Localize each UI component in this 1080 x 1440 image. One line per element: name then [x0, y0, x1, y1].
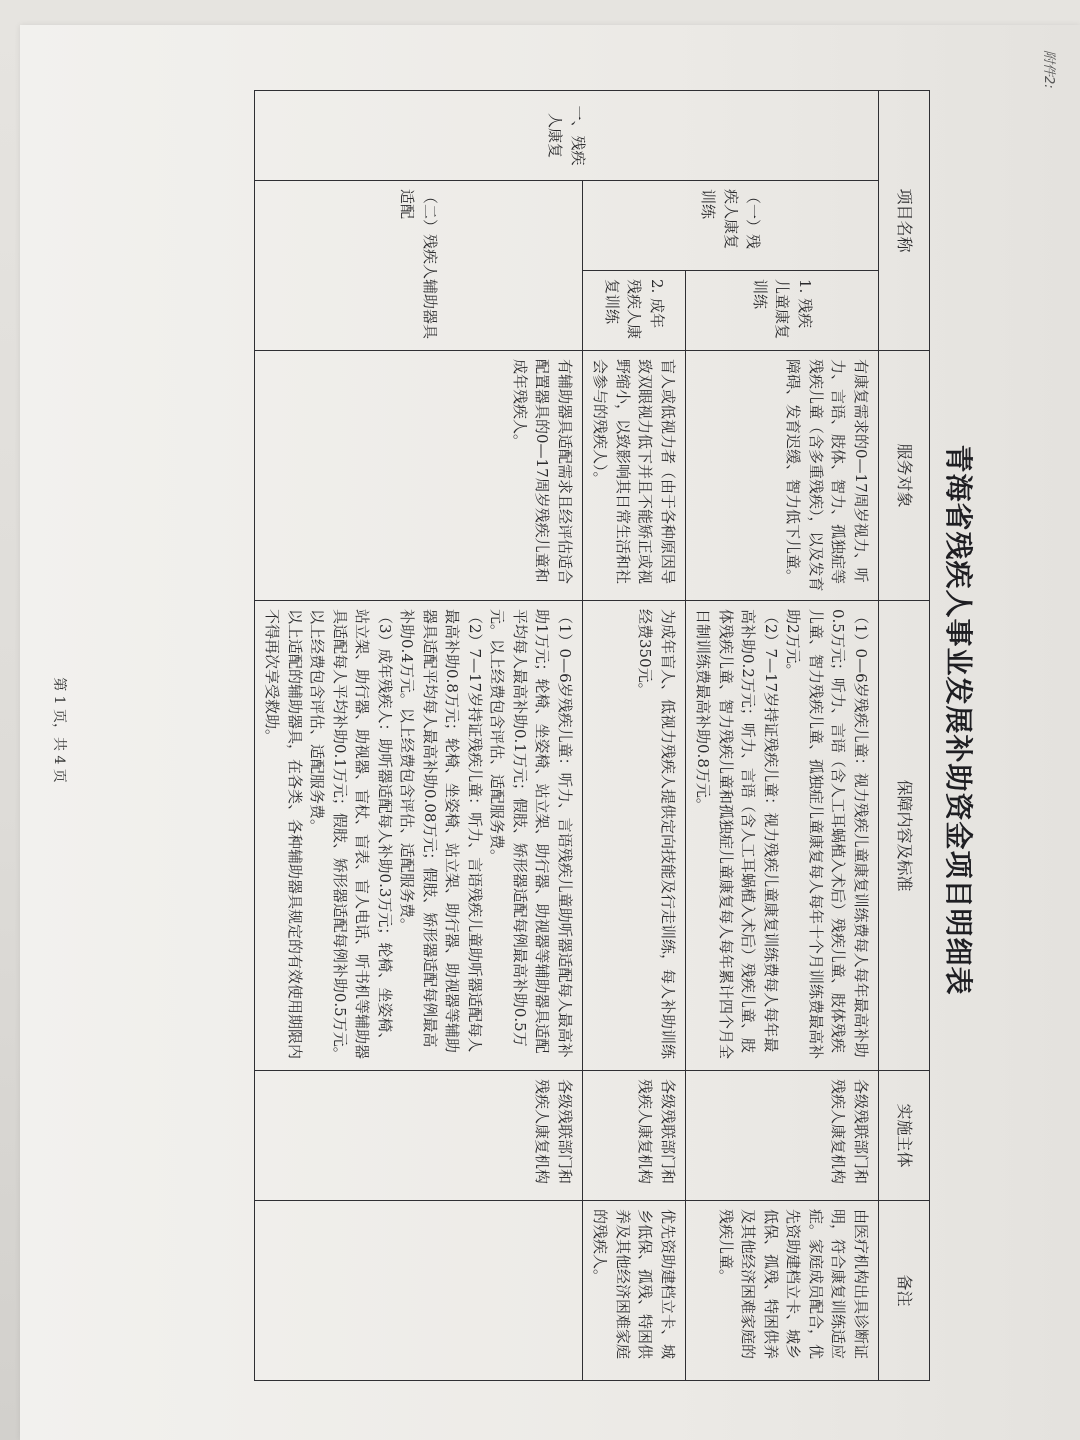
table-row [686, 91, 879, 1381]
group-cell-assistive: （二）残疾人辅助器具适配 [255, 181, 583, 351]
content-line: （1）0—6岁残疾儿童：听力、言语残疾儿童助听器适配每人最高补助1万元；轮椅、坐姿椅、站立架、助行器、助视器等辅助器具适配平均每人最高补助0.1万元；假肢、矫形器适配每例最高补助0.5万元。以上经费包含评估、适配服务费。 [488, 609, 574, 1058]
document-title: 青海省残疾人事业发展补助资金项目明细表 [942, 444, 975, 996]
header-remark: 备注 [879, 1201, 930, 1381]
header-implementer: 实施主体 [879, 1071, 930, 1201]
table-row [583, 91, 686, 1381]
content-line: （2）7—17岁持证残疾儿童：听力、言语残疾儿童助听器适配每人最高补助0.8万元；轮椅、坐姿椅、站立架、助行器、助视器等辅助器具适配平均每人最高补助0.08万元；假肢、矫形器适配每例最高补助0.4万元。以上经费包含评估、适配服务费。 [398, 609, 484, 1053]
implementer-cell-children: 各级残联部门和残疾人康复机构 [686, 1071, 879, 1201]
remark-cell-adult: 优先资助建档立卡、城乡低保、孤残、特困供养及其他经济困难家庭的残疾人。 [583, 1201, 686, 1381]
target-cell-assistive: 有辅助器具适配需求且经评估适合配置器具的0—17周岁残疾儿童和成年残疾人。 [255, 351, 583, 601]
detail-table [254, 90, 930, 1381]
content-line: （2）7—17岁持证残疾儿童：视力残疾儿童康复训练费每人每年最高补助0.2万元；听力、言语（含人工耳蜗植入术后）残疾儿童、肢体残疾儿童、智力残疾儿童和孤独症儿童康复每人每年累计四个月全日制训练费最高补助0.8万元。 [694, 609, 780, 1060]
content-cell-adult [583, 601, 686, 1071]
implementer-cell-assistive: 各级残联部门和残疾人康复机构 [255, 1071, 583, 1201]
table-row [255, 91, 583, 1381]
item-cell-adult: 2. 成年残疾人康复训练 [583, 271, 686, 351]
content-cell-children [686, 601, 879, 1071]
target-cell-adult: 盲人或低视力者（由于各种原因导致双眼视力低下并且不能矫正或视野缩小，以致影响其日常生活和社会参与的残疾人）。 [583, 351, 686, 601]
content-line: 为成年盲人、低视力残疾人提供定向技能及行走训练，每人补助训练经费350元。 [636, 609, 677, 1060]
page-footer: 第 1 页，共 4 页 [51, 677, 67, 783]
header-project-name: 项目名称 [879, 91, 930, 351]
header-content-standard: 保障内容及标准 [879, 601, 930, 1071]
content-line: （1）0—6岁残疾儿童：视力残疾儿童康复训练费每人每年最高补助0.5万元；听力、言语（含人工耳蜗植入术后）残疾儿童、肢体残疾儿童、智力残疾儿童、孤独症儿童康复每人每年十个月训练费最高补助2万元。 [784, 609, 870, 1060]
attachment-label: 附件2: [1041, 50, 1056, 89]
document-page [30, 30, 1070, 1430]
target-cell-children: 有康复需求的0—17周岁视力、听力、言语、肢体、智力、孤独症等残疾儿童（含多重残疾），以及发育障碍、发育迟缓、智力低下儿童。 [686, 351, 879, 601]
content-line: （3）成年残疾人：助听器适配每人补助0.3万元；轮椅、坐姿椅、站立架、助行器、助视器、盲杖、盲表、盲人电话、听书机等辅助器具适配每人平均补助0.1万元；假肢、矫形器适配每例补助0.5万元。以上经费包含评估、适配服务费。 [308, 609, 394, 1062]
table-header-row [879, 91, 930, 1381]
implementer-cell-adult: 各级残联部门和残疾人康复机构 [583, 1071, 686, 1201]
category-cell: 一、残疾人康复 [255, 91, 879, 181]
content-line: 以上适配的辅助器具，在各类、各种辅助器具规定的有效使用期限内不得再次享受救助。 [263, 609, 304, 1060]
remark-cell-assistive [255, 1201, 583, 1381]
header-service-target: 服务对象 [879, 351, 930, 601]
content-cell-assistive [255, 601, 583, 1071]
group-cell-training: （一）残疾人康复训练 [583, 181, 879, 271]
remark-cell-children: 由医疗机构出具诊断证明，符合康复训练适应症。家庭成员配合，优先资助建档立卡、城乡低保、孤残、特困供养及其他经济困难家庭的残疾儿童。 [686, 1201, 879, 1381]
item-cell-children: 1. 残疾儿童康复训练 [686, 271, 879, 351]
